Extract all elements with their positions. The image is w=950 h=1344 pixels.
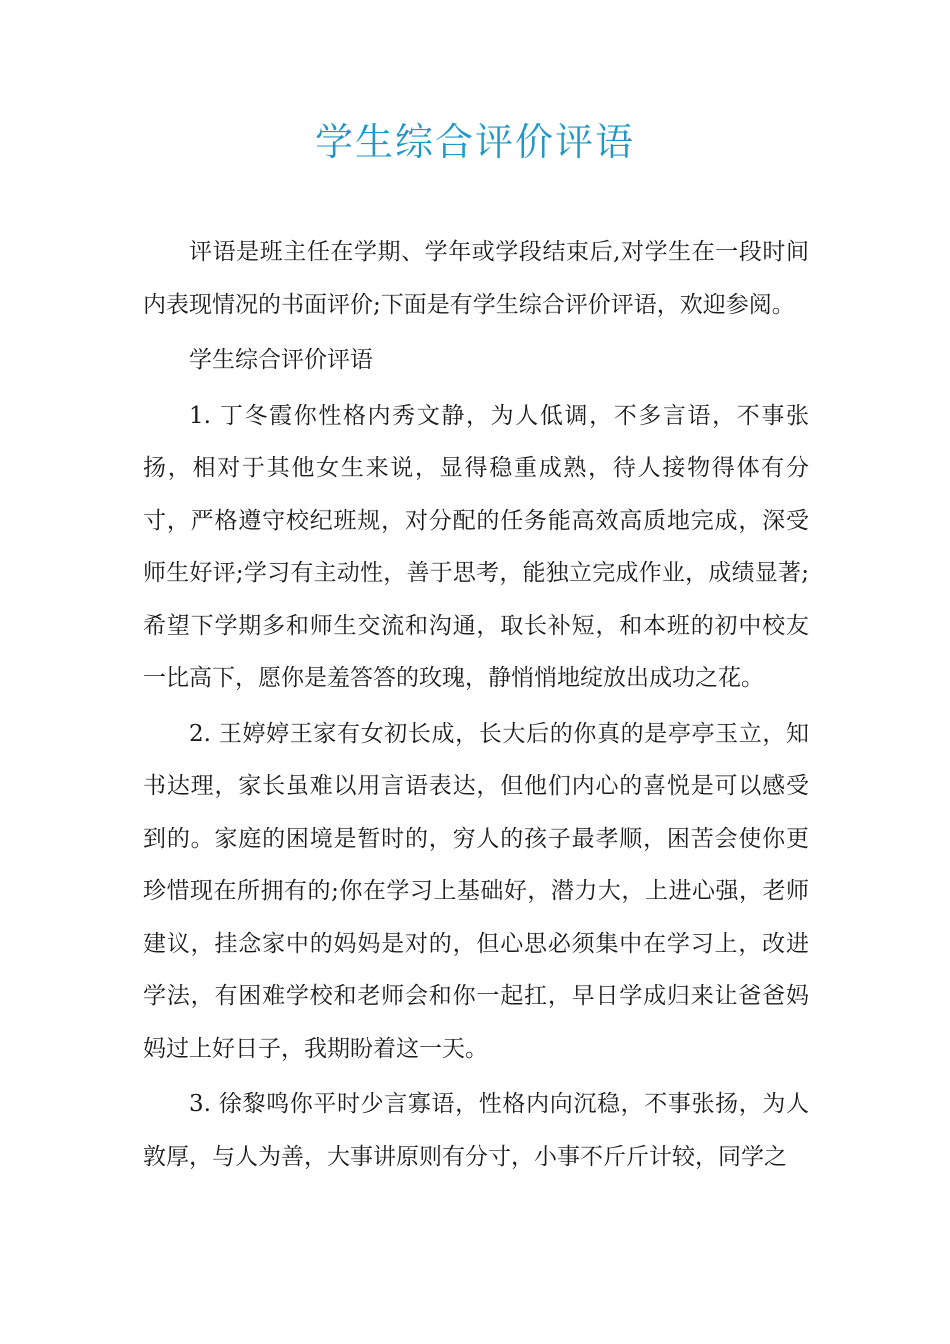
comment-paragraph-2: 2. 王婷婷王家有女初长成，长大后的你真的是亭亭玉立，知书达理，家长虽难以用言语表达，但他们内心的喜悦是可以感受到的。家庭的困境是暂时的，穷人的孩子最孝顺，困苦会使你更珍惜现在所拥有的;你在学习上基础好，潜力大，上进心强，老师建议，挂念家中的妈妈是对的，但心思必须集中在学习上，改进学法，有困难学校和老师会和你一起扛，早日学成归来让爸爸妈妈过上好日子，我期盼着这一天。	[143, 720, 809, 1062]
document-body	[143, 226, 809, 1183]
section-heading: 学生综合评价评语	[189, 347, 373, 373]
comment-paragraph-3: 3. 徐黎鸣你平时少言寡语，性格内向沉稳，不事张扬，为人敦厚，与人为善，大事讲原则有分寸，小事不斤斤计较，同学之	[143, 1091, 809, 1170]
intro-paragraph: 评语是班主任在学期、学年或学段结束后,对学生在一段时间内表现情况的书面评价;下面是有学生综合评价评语，欢迎参阅。	[143, 239, 809, 318]
document-title: 学生综合评价评语	[314, 120, 635, 164]
comment-paragraph-1: 1. 丁冬霞你性格内秀文静，为人低调，不多言语，不事张扬，相对于其他女生来说，显得稳重成熟，待人接物得体有分寸，严格遵守校纪班规，对分配的任务能高效高质地完成，深受师生好评;学习有主动性，善于思考，能独立完成作业，成绩显著;希望下学期多和师生交流和沟通，取长补短，和本班的初中校友一比高下，愿你是羞答答的玫瑰，静悄悄地绽放出成功之花。	[143, 402, 809, 691]
